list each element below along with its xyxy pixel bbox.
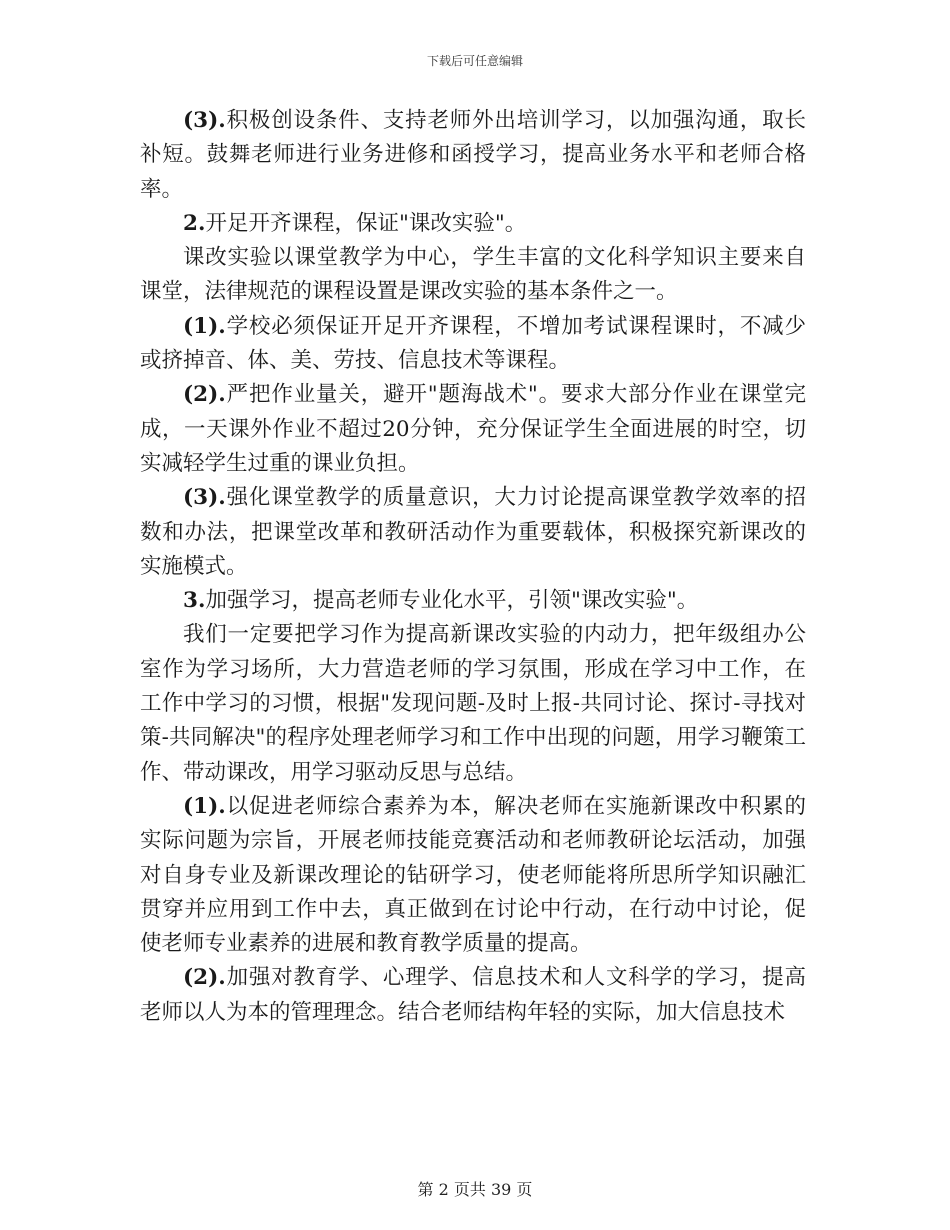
- paragraph-1: [140, 104, 806, 207]
- paragraph-text: 严把作业量关，避开"题海战术"。要求大部分作业在课堂完成，一天课外作业不超过20分钟，充分保证学生全面进展的时空，切实减轻学生过重的课业负担。: [140, 382, 806, 476]
- item-number: (3).: [183, 108, 226, 133]
- page-header: 下载后可任意编辑: [426, 54, 523, 68]
- paragraph-2: [140, 207, 806, 241]
- paragraph-text: 课改实验以课堂教学为中心，学生丰富的文化科学知识主要来自课堂，法律规范的课程设置是课改实验的基本条件之一。: [140, 245, 806, 305]
- item-number: (2).: [183, 965, 226, 991]
- paragraph-text: 开足开齐课程，保证"课改实验"。: [205, 210, 527, 236]
- page-footer: 第 2 页共 39 页: [417, 1180, 533, 1199]
- paragraph-text: 加强对教育学、心理学、信息技术和人文科学的学习，提高老师以人为本的管理理念。结合老师结构年轻的实际，加大信息技术: [140, 965, 806, 1025]
- paragraph-4: [140, 310, 806, 379]
- document-body: [140, 104, 806, 1030]
- paragraph-text: 以促进老师综合素养为本，解决老师在实施新课改中积累的实际问题为宗旨，开展老师技能竞赛活动和老师教研论坛活动，加强对自身专业及新课改理论的钻研学习，使老师能将所思所学知识融汇贯穿并应用到工作中去，真正做到在讨论中行动，在行动中讨论，促使老师专业素养的进展和教育教学质量的提高。: [140, 793, 806, 957]
- item-number: (3).: [183, 485, 226, 511]
- item-number: (1).: [183, 793, 226, 819]
- paragraph-5: [140, 378, 806, 481]
- paragraph-text: 加强学习，提高老师专业化水平，引领"课改实验"。: [205, 588, 699, 614]
- paragraph-text: 积极创设条件、支持老师外出培训学习，以加强沟通，取长补短。鼓舞老师进行业务进修和函授学习，提高业务水平和老师合格率。: [140, 108, 806, 202]
- paragraph-6: [140, 481, 806, 584]
- paragraph-text: 我们一定要把学习作为提高新课改实验的内动力，把年级组办公室作为学习场所，大力营造老师的学习氛围，形成在学习中工作，在工作中学习的习惯，根据"发现问题-及时上报-共同讨论、探讨-寻找对策-共同解决"的程序处理老师学习和工作中出现的问题，用学习鞭策工作、带动课改，用学习驱动反思与总结。: [140, 622, 806, 785]
- item-number: (1).: [183, 313, 226, 339]
- paragraph-text: 强化课堂教学的质量意识，大力讨论提高课堂教学效率的招数和办法，把课堂改革和教研活动作为重要载体，积极探究新课改的实施模式。: [140, 485, 806, 579]
- item-number: (2).: [183, 382, 226, 408]
- paragraph-text: 学校必须保证开足开齐课程，不增加考试课程课时，不减少或挤掉音、体、美、劳技、信息技术等课程。: [140, 313, 806, 374]
- paragraph-3: [140, 241, 806, 310]
- paragraph-10: [140, 961, 806, 1030]
- item-number: 3.: [183, 588, 206, 614]
- paragraph-9: [140, 790, 806, 961]
- paragraph-8: [140, 618, 806, 789]
- item-number: 2.: [183, 210, 206, 236]
- paragraph-7: [140, 584, 806, 618]
